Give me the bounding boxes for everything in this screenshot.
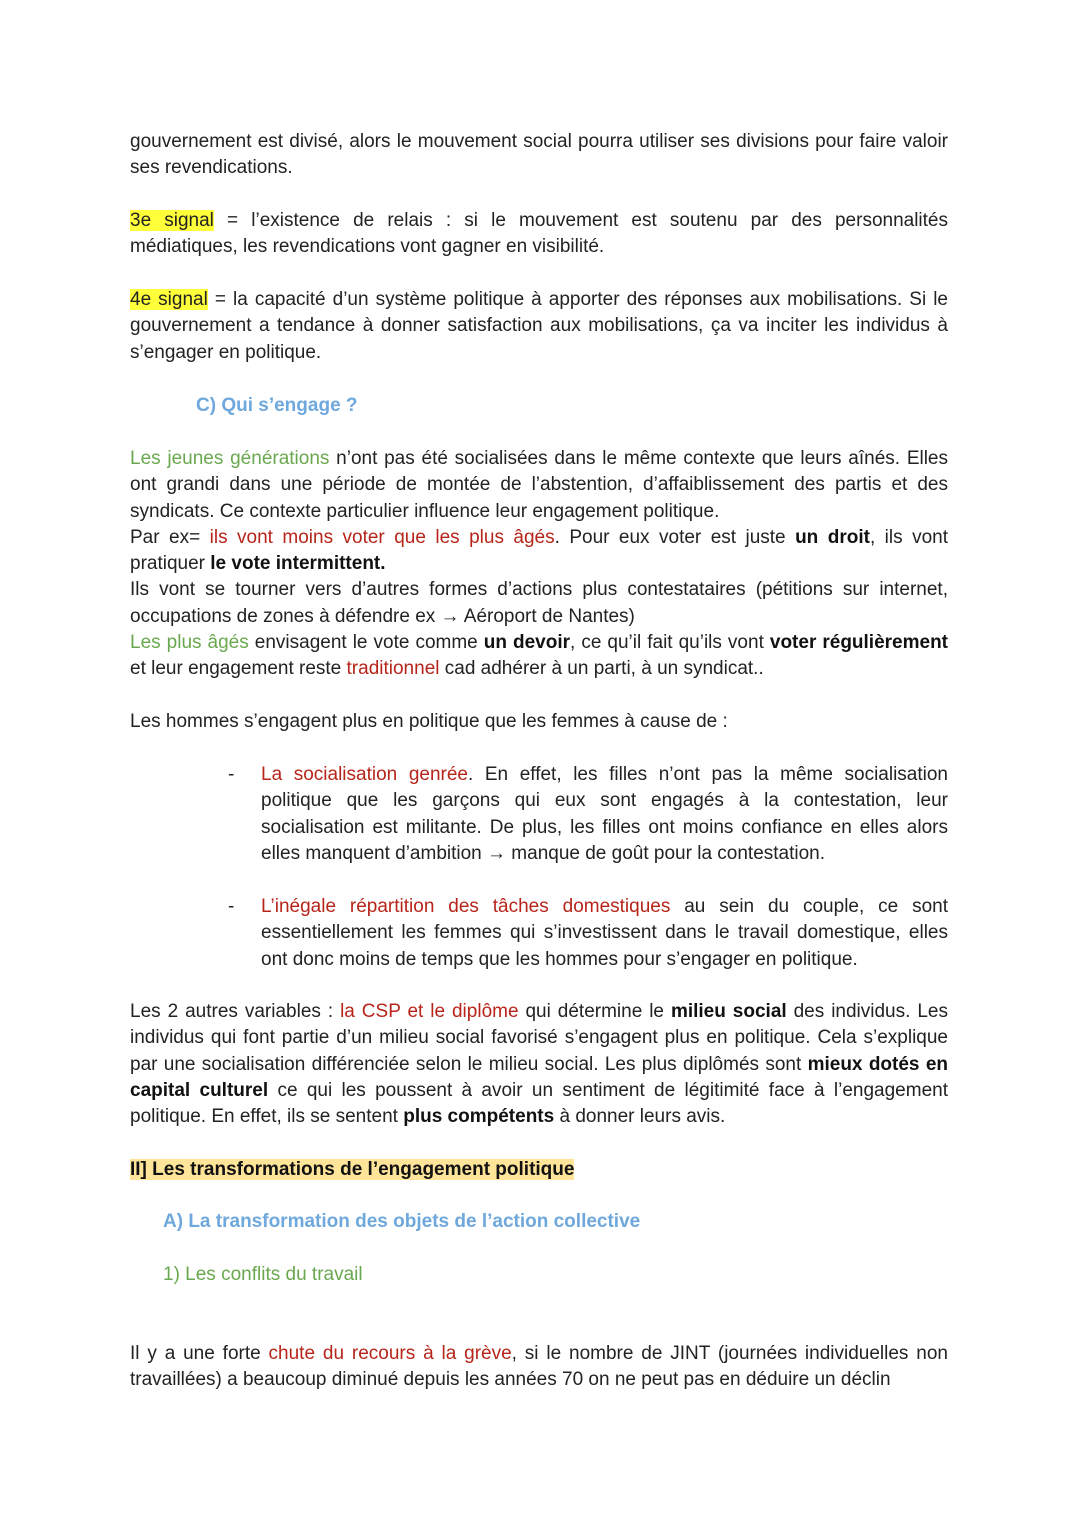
paragraph-hommes-femmes: Les hommes s’engagent plus en politique que les femmes à cause de : bbox=[130, 711, 728, 732]
bold-un-droit: un droit bbox=[795, 526, 870, 548]
text-span: , ils vont pratiquer bbox=[130, 526, 948, 575]
bullet-dash: - bbox=[228, 896, 235, 917]
signal-3-label: 3e signal bbox=[130, 210, 214, 231]
text-span: Il y a une forte bbox=[130, 1343, 269, 1364]
red-chute-greve: chute du recours à la grève bbox=[268, 1343, 512, 1364]
bold-un-devoir: un devoir bbox=[483, 632, 571, 654]
text-span: n’ont pas été socialisées dans le même contexte que leurs aînés. Elles ont grandi dans une période de montée de l’abstention, d’affaiblissement des partis et des syndicats. Ce contexte particulier influence leur engagement politique. bbox=[130, 448, 948, 522]
green-plus-ages: Les plus âgés bbox=[130, 632, 249, 654]
red-socialisation-genree: La socialisation genrée bbox=[261, 764, 468, 785]
red-traditionnel: traditionnel bbox=[346, 658, 440, 680]
signal-3-text: = l’existence de relais : si le mouvement est soutenu par des personnalités médiatiques, les revendications vont gagner en visibilité. bbox=[130, 210, 948, 258]
bullet-socialisation-genree bbox=[261, 762, 948, 867]
bold-plus-competents: plus compétents bbox=[403, 1106, 555, 1128]
green-young-generations: Les jeunes générations bbox=[130, 448, 330, 469]
red-less-vote: ils vont moins voter que les plus âgés bbox=[209, 526, 555, 548]
paragraph-greve bbox=[130, 1341, 948, 1394]
paragraph-government-divided bbox=[130, 129, 948, 182]
red-taches-domestiques: L’inégale répartition des tâches domestiques bbox=[261, 896, 671, 917]
text-span: des individus. Les individus qui font partie d’un milieu social favorisé s’engagent plus en politique. Cela s’explique par une socialisation différenciée selon le milieu social. Les plus diplômés sont bbox=[130, 1001, 948, 1075]
section-heading-ii bbox=[130, 1157, 574, 1183]
bullet-taches-domestiques bbox=[261, 894, 948, 973]
bold-vote-intermittent: le vote intermittent. bbox=[210, 553, 386, 575]
text-span: qui détermine le bbox=[518, 1001, 671, 1022]
text-span: . Pour eux voter est juste bbox=[554, 526, 796, 548]
text-span: Par ex= bbox=[130, 526, 210, 548]
paragraph-generations bbox=[130, 446, 948, 683]
bold-milieu-social: milieu social bbox=[670, 1001, 787, 1022]
text-span: au sein du couple, ce sont essentiellement les femmes qui s’investissent dans le travail domestique, elles ont donc moins de temps que les hommes pour s’engager en politique. bbox=[261, 896, 948, 970]
text-span: envisagent le vote comme bbox=[248, 632, 484, 654]
text-span: à donner leurs avis. bbox=[554, 1106, 726, 1128]
bullet-dash: - bbox=[228, 764, 235, 785]
heading-a-transformation: A) La transformation des objets de l’action collective bbox=[163, 1211, 641, 1232]
bold-capital-culturel: mieux dotés en capital culturel bbox=[130, 1053, 948, 1101]
text-span: , ce qu’il fait qu’ils vont bbox=[570, 632, 770, 654]
red-csp-diplome: la CSP et le diplôme bbox=[340, 1001, 519, 1022]
signal-4-label: 4e signal bbox=[130, 289, 208, 310]
paragraph-signal-3 bbox=[130, 208, 948, 261]
paragraph-autres-variables bbox=[130, 999, 948, 1130]
signal-4-text: = la capacité d’un système politique à apporter des réponses aux mobilisations. Si le gouvernement a tendance à donner satisfaction aux mobilisations, ça va inciter les individus à s’engager en politique. bbox=[130, 289, 949, 363]
text-span: ce qui les poussent à avoir un sentiment de légitimité face à l’engagement politique. En effet, ils se sentent bbox=[130, 1079, 948, 1128]
heading-1-conflits: 1) Les conflits du travail bbox=[163, 1264, 363, 1285]
text-span: et leur engagement reste bbox=[130, 658, 347, 680]
heading-qui-sengage: C) Qui s’engage ? bbox=[196, 395, 358, 416]
paragraph-text: gouvernement est divisé, alors le mouvement social pourra utiliser ses divisions pour faire valoir ses revendications. bbox=[130, 131, 948, 179]
text-span: Ils vont se tourner vers d’autres formes d’actions plus contestataires (pétitions sur internet, occupations de zones à défendre ex → Aéroport de Nantes) bbox=[130, 579, 948, 627]
text-span: , si le nombre de JINT (journées individuelles non travaillées) a beaucoup diminué depuis les années 70 on ne peut pas en déduire un déclin bbox=[130, 1343, 948, 1391]
text-span: Les 2 autres variables : bbox=[130, 1001, 341, 1022]
text-span: cad adhérer à un parti, à un syndicat.. bbox=[439, 658, 764, 680]
paragraph-signal-4 bbox=[130, 287, 948, 366]
bold-voter-regulierement: voter régulièrement bbox=[769, 632, 949, 654]
section-ii-title: II] Les transformations de l’engagement politique bbox=[130, 1159, 575, 1180]
text-span: . En effet, les filles n’ont pas la même socialisation politique que les garçons qui eux sont engagés à la contestation, leur socialisation est militante. De plus, les filles ont moins confiance en elles alors elles manquent d’ambition → manque de goût pour la contestation. bbox=[261, 764, 949, 864]
